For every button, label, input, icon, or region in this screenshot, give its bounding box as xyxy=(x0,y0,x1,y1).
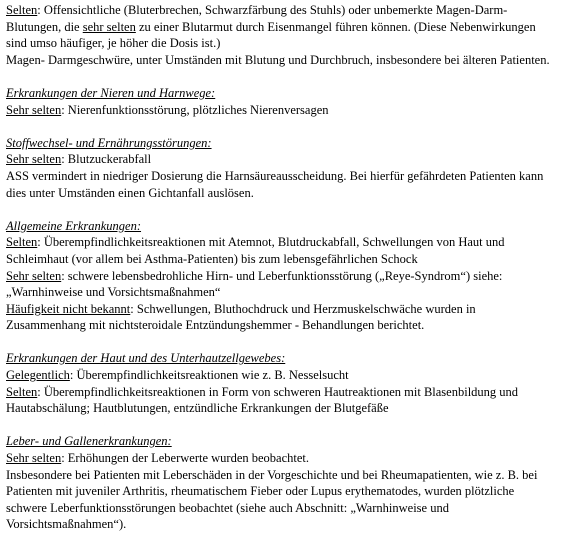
intro-paragraph xyxy=(6,2,558,52)
paragraph xyxy=(6,151,558,168)
paragraph xyxy=(6,102,558,119)
section-intro xyxy=(6,2,558,68)
text: : Erhöhungen der Leberwerte wurden beobachtet. xyxy=(61,451,310,466)
section-skin xyxy=(6,350,558,416)
paragraph xyxy=(6,234,558,267)
section-liver xyxy=(6,433,558,533)
section-heading: Leber- und Gallenerkrankungen: xyxy=(6,434,172,449)
text: : Überempfindlichkeitsreaktionen in Form von schweren Hautreaktionen mit Blasenbildung und Hautabschälung; Hautblutungen, entzündliche Erkrankungen der Blutgefäße xyxy=(6,384,519,416)
spacer xyxy=(6,201,558,218)
text: zu einer Blutarmut durch Eisenmangel führen können. (Diese Nebenwirkungen sind umso häufiger, je höher die Dosis ist.) xyxy=(6,19,536,51)
text: : Überempfindlichkeitsreaktionen mit Atemnot, Blutdruckabfall, Schwellungen von Haut und Schleimhaut (vor allem bei Asthma-Patienten) bis zum lebensgefährlichen Schock xyxy=(6,235,505,266)
section-kidney xyxy=(6,85,558,118)
frequency-label: Sehr selten xyxy=(6,451,62,466)
frequency-label: Sehr selten xyxy=(6,268,62,283)
text: : Überempfindlichkeitsreaktionen wie z. B. Nesselsucht xyxy=(69,368,349,383)
section-metabolism xyxy=(6,135,558,201)
frequency-label: Häufigkeit nicht bekannt xyxy=(6,301,131,316)
text: : schwere lebensbedrohliche Hirn- und Leberfunktionsstörung („Reye-Syndrom“) siehe: „Warnhinweise und Vorsichtsmaßnahmen“ xyxy=(6,268,503,300)
text: : Offensichtliche (Bluterbrechen, Schwarzfärbung des Stuhls) oder unbemerkte Magen-Darm-Blutungen, die xyxy=(6,3,508,34)
section-heading: Allgemeine Erkrankungen: xyxy=(6,218,142,233)
paragraph: Insbesondere bei Patienten mit Leberschäden in der Vorgeschichte und bei Rheumapatienten, wie z. B. bei Patienten mit juveniler Arthritis, rheumatischem Fieber oder Lupus erythematodes, wurden plötzliche schwere Leberfunktionsstörungen beobachtet (siehe auch Abschnitt: „Warnhinweise und Vorsichtsmaßnahmen“). xyxy=(6,467,538,532)
frequency-label: Sehr selten xyxy=(6,102,62,117)
frequency-label: Sehr selten xyxy=(6,152,62,167)
section-heading: Erkrankungen der Nieren und Harnwege: xyxy=(6,85,216,100)
frequency-label: Selten xyxy=(6,384,38,399)
paragraph: ASS vermindert in niedriger Dosierung die Harnsäureausscheidung. Bei hierfür gefährdeten Patienten kann dies unter Umständen einen Gichtanfall auslösen. xyxy=(6,168,544,200)
paragraph xyxy=(6,367,558,384)
spacer xyxy=(6,417,558,434)
paragraph xyxy=(6,384,558,417)
frequency-label: Gelegentlich xyxy=(6,368,70,383)
paragraph: Magen- Darmgeschwüre, unter Umständen mit Blutung und Durchbruch, insbesondere bei älteren Patienten. xyxy=(6,52,550,67)
section-heading: Erkrankungen der Haut und des Unterhautzellgewebes: xyxy=(6,351,286,366)
text: : Blutzuckerabfall xyxy=(61,152,152,167)
frequency-label: Selten xyxy=(6,3,38,17)
text: : Schwellungen, Bluthochdruck und Herzmuskelschwäche wurden in Zusammenhang mit nichtsteroidale Entzündungshemmer - Behandlungen berichtet. xyxy=(6,301,476,333)
text: : Nierenfunktionsstörung, plötzliches Nierenversagen xyxy=(61,102,329,117)
spacer xyxy=(6,68,558,85)
section-heading: Stoffwechsel- und Ernährungsstörungen: xyxy=(6,135,212,150)
paragraph xyxy=(6,301,558,334)
frequency-label: Selten xyxy=(6,235,38,250)
paragraph xyxy=(6,268,558,301)
frequency-label: sehr selten xyxy=(82,19,136,34)
spacer xyxy=(6,334,558,351)
paragraph xyxy=(6,450,558,467)
spacer xyxy=(6,118,558,135)
section-general xyxy=(6,218,558,334)
document-body xyxy=(6,2,558,533)
